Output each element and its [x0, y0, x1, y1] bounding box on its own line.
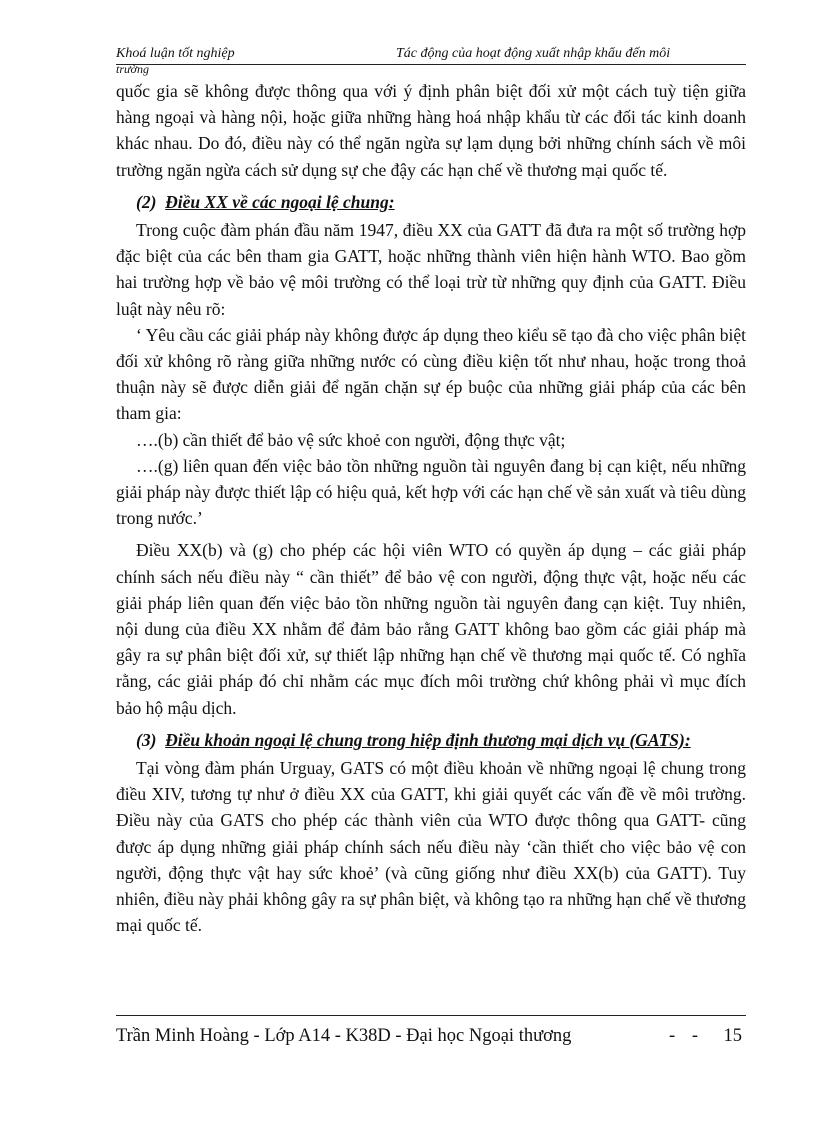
paragraph: ….(g) liên quan đến việc bảo tồn những nguồn tài nguyên đang bị cạn kiệt, nếu những giải pháp này được thiết lập có hiệu quả, kết hợp với các hạn chế về sản xuất và tiêu dùng trong nước.’ [116, 455, 746, 529]
header-continuation: trường [116, 62, 149, 76]
header-left: Khoá luận tốt nghiệp [116, 46, 235, 61]
footer-dashes: - - [669, 1026, 704, 1046]
paragraph: ‘ Yêu cầu các giải pháp này không được áp dụng theo kiểu sẽ tạo đà cho việc phân biệt đối xử không rõ ràng giữa những nước có cùng điều kiện tốt như nhau, hoặc trong thoả thuận này sẽ được diễn giải để ngăn chặn sự ép buộc của những giải pháp của các bên tham gia: [116, 324, 746, 424]
document-body [116, 78, 746, 939]
paragraph: Trong cuộc đàm phán đầu năm 1947, điều XX của GATT đã đưa ra một số trường hợp đặc biệt của các bên tham gia GATT, hoặc những thành viên hiện hành WTO. Bao gồm hai trường hợp về bảo vệ môi trường có thể loại trừ từ những quy định của GATT. Điều luật này nêu rõ: [116, 220, 746, 319]
section-number: (2) [136, 191, 157, 212]
footer-divider [116, 1015, 746, 1016]
section-heading-2 [116, 189, 746, 215]
header-divider [116, 64, 746, 65]
section-title: Điều XX về các ngoại lệ chung: [165, 191, 395, 212]
paragraph: Điều XX(b) và (g) cho phép các hội viên WTO có quyền áp dụng – các giải pháp chính sách nếu điều này “ cần thiết” để bảo vệ con người, động thực vật, hoặc nếu các giải pháp liên quan đến việc bảo tồn những nguồn tài nguyên đang cạn kiệt. Tuy nhiên, nội dung của điều XX nhằm để đảm bảo rằng GATT không bao gồm các giải pháp mà gây ra sự phân biệt đối xử, sự thiết lập những hạn chế về thương mại quốc tế. Có nghĩa rằng, các giải pháp đó chỉ nhằm các mục đích môi trường chứ không phải vì mục đích bảo hộ mậu dịch. [116, 540, 746, 718]
section-title: Điều khoản ngoại lệ chung trong hiệp định thương mại dịch vụ (GATS): [165, 729, 691, 750]
paragraph: ….(b) cần thiết để bảo vệ sức khoẻ con người, động thực vật; [136, 429, 566, 450]
paragraph: quốc gia sẽ không được thông qua với ý định phân biệt đối xử một cách tuỳ tiện giữa hàng ngoại và hàng nội, hoặc giữa những hàng hoá nhập khẩu từ các đối tác kinh doanh khác nhau. Do đó, điều này có thể ngăn ngừa sự lạm dụng bởi những chính sách về môi trường ngăn ngừa cách sử dụng sự che đậy các hạn chế về thương mại quốc tế. [116, 81, 746, 180]
footer-author: Trần Minh Hoàng - Lớp A14 - K38D - Đại học Ngoại thương [116, 1026, 572, 1046]
page-number: 15 [723, 1026, 742, 1046]
paragraph: Tại vòng đàm phán Urguay, GATS có một điều khoản về những ngoại lệ chung trong điều XIV, tương tự như ở điều XX của GATT, khi giải quyết các vấn đề về môi trường. Điều này của GATS cho phép các thành viên của WTO được thông qua GATT- cũng được áp dụng những giải pháp chính sách nếu điều này ‘cần thiết cho việc bảo vệ con người, động thực vật hay sức khoẻ’ (và cũng giống như điều XX(b) của GATT). Tuy nhiên, điều này phải không gây ra sự phân biệt, và không tạo ra những hạn chế về thương mại quốc tế. [116, 758, 746, 936]
section-heading-3 [116, 727, 746, 753]
page-header [116, 46, 746, 80]
section-number: (3) [136, 729, 157, 750]
header-right: Tác động của hoạt động xuất nhập khẩu đến môi [396, 46, 671, 61]
